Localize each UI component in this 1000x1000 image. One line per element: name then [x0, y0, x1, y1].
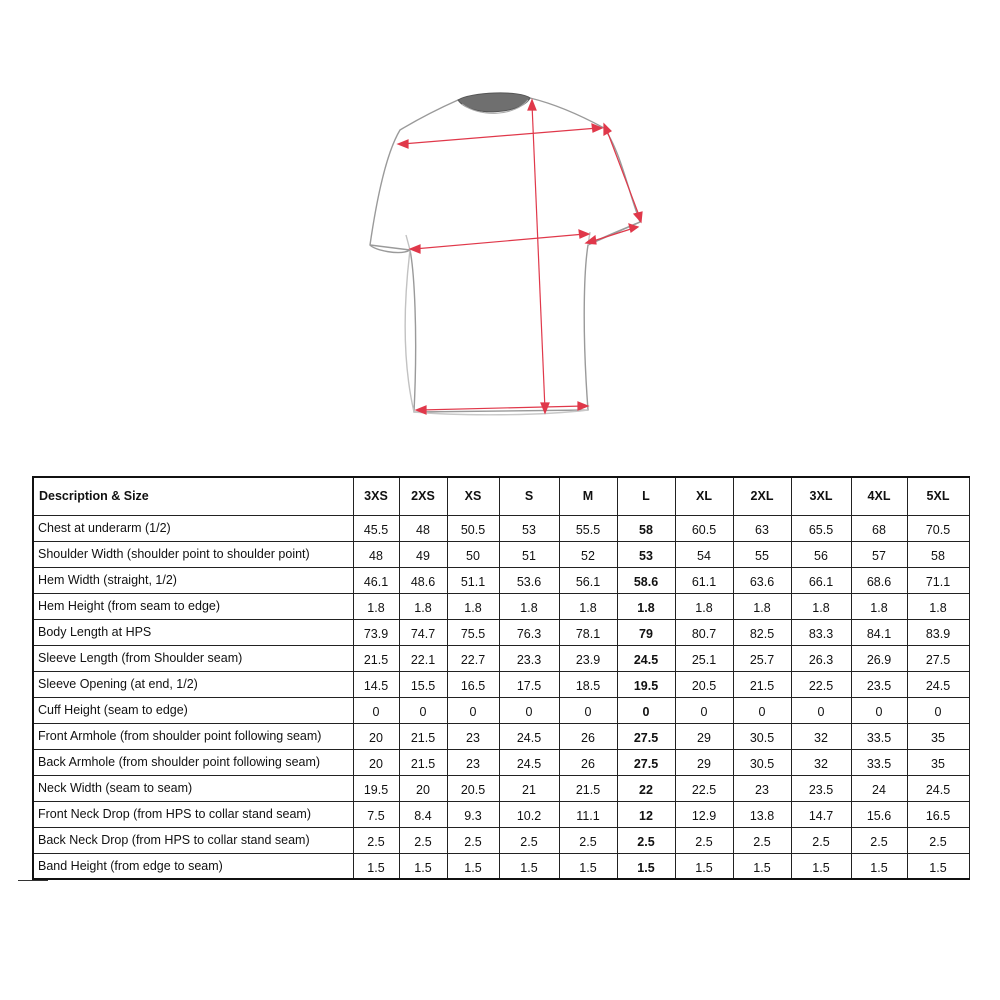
measurement-value: 0	[851, 697, 907, 723]
measurement-value: 1.8	[353, 593, 399, 619]
measurement-value: 1.8	[733, 593, 791, 619]
measurement-value: 35	[907, 749, 969, 775]
measurement-value: 53	[499, 515, 559, 541]
size-header: 2XS	[399, 477, 447, 515]
size-header: 2XL	[733, 477, 791, 515]
measurement-value: 0	[907, 697, 969, 723]
table-row	[33, 515, 969, 541]
measurement-value: 18.5	[559, 671, 617, 697]
measurement-value: 82.5	[733, 619, 791, 645]
measurement-value: 48	[353, 541, 399, 567]
measurement-value: 23.5	[851, 671, 907, 697]
measurement-value: 27.5	[617, 723, 675, 749]
measurement-value: 0	[559, 697, 617, 723]
measurement-value: 15.6	[851, 801, 907, 827]
measurement-value: 63.6	[733, 567, 791, 593]
measurement-value: 22.5	[675, 775, 733, 801]
measurement-value: 26.9	[851, 645, 907, 671]
measurement-value: 55	[733, 541, 791, 567]
measurement-value: 2.5	[499, 827, 559, 853]
measurement-value: 32	[791, 749, 851, 775]
measurement-value: 1.5	[399, 853, 447, 879]
measurement-lines	[398, 100, 642, 414]
measurement-value: 79	[617, 619, 675, 645]
measurement-value: 2.5	[851, 827, 907, 853]
measurement-description: Back Neck Drop (from HPS to collar stand seam)	[33, 827, 353, 853]
measurement-value: 23	[447, 723, 499, 749]
table-row	[33, 619, 969, 645]
measurement-value: 68	[851, 515, 907, 541]
measurement-value: 29	[675, 749, 733, 775]
measurement-value: 12.9	[675, 801, 733, 827]
measurement-value: 2.5	[733, 827, 791, 853]
measurement-description: Band Height (from edge to seam)	[33, 853, 353, 879]
measurement-value: 54	[675, 541, 733, 567]
collar-shape	[458, 93, 530, 113]
measurement-value: 1.5	[675, 853, 733, 879]
measurement-value: 56	[791, 541, 851, 567]
measurement-value: 20.5	[447, 775, 499, 801]
size-header: L	[617, 477, 675, 515]
measurement-value: 1.8	[617, 593, 675, 619]
measurement-value: 53	[617, 541, 675, 567]
measurement-value: 48	[399, 515, 447, 541]
measurement-value: 51	[499, 541, 559, 567]
measurement-value: 26.3	[791, 645, 851, 671]
table-row	[33, 801, 969, 827]
measurement-value: 2.5	[447, 827, 499, 853]
size-header: 3XS	[353, 477, 399, 515]
measurement-value: 78.1	[559, 619, 617, 645]
measurement-value: 83.9	[907, 619, 969, 645]
tshirt-outline	[370, 98, 640, 415]
measurement-value: 8.4	[399, 801, 447, 827]
measurement-description: Shoulder Width (shoulder point to shoulder point)	[33, 541, 353, 567]
table-row	[33, 749, 969, 775]
size-header: XL	[675, 477, 733, 515]
measurement-value: 23.5	[791, 775, 851, 801]
measurement-value: 9.3	[447, 801, 499, 827]
measurement-value: 1.8	[447, 593, 499, 619]
measurement-value: 56.1	[559, 567, 617, 593]
measurement-value: 21	[499, 775, 559, 801]
measurement-value: 21.5	[399, 723, 447, 749]
measurement-value: 26	[559, 749, 617, 775]
table-row	[33, 853, 969, 879]
measurement-value: 50	[447, 541, 499, 567]
measurement-value: 35	[907, 723, 969, 749]
measurement-value: 50.5	[447, 515, 499, 541]
measurement-description: Hem Height (from seam to edge)	[33, 593, 353, 619]
measurement-value: 71.1	[907, 567, 969, 593]
measurement-value: 46.1	[353, 567, 399, 593]
measurement-value: 0	[499, 697, 559, 723]
left-rule-divider	[18, 880, 48, 881]
measurement-value: 33.5	[851, 723, 907, 749]
measurement-value: 58	[617, 515, 675, 541]
measurement-value: 19.5	[353, 775, 399, 801]
measurement-value: 2.5	[559, 827, 617, 853]
measurement-value: 2.5	[907, 827, 969, 853]
measurement-value: 23	[447, 749, 499, 775]
measurement-value: 24.5	[617, 645, 675, 671]
measurement-value: 29	[675, 723, 733, 749]
measurement-value: 1.5	[617, 853, 675, 879]
measurement-value: 74.7	[399, 619, 447, 645]
measurement-value: 1.5	[733, 853, 791, 879]
measurement-value: 24.5	[907, 671, 969, 697]
description-header: Description & Size	[33, 477, 353, 515]
measurement-value: 16.5	[447, 671, 499, 697]
measurement-value: 0	[733, 697, 791, 723]
measurement-value: 22.1	[399, 645, 447, 671]
measurement-value: 14.5	[353, 671, 399, 697]
measurement-value: 20	[353, 749, 399, 775]
measurement-value: 45.5	[353, 515, 399, 541]
measurement-value: 1.8	[791, 593, 851, 619]
measurement-value: 80.7	[675, 619, 733, 645]
measurement-description: Front Armhole (from shoulder point following seam)	[33, 723, 353, 749]
measurement-value: 66.1	[791, 567, 851, 593]
measurement-value: 21.5	[399, 749, 447, 775]
measurement-value: 32	[791, 723, 851, 749]
measurement-value: 22.7	[447, 645, 499, 671]
measurement-value: 60.5	[675, 515, 733, 541]
measurement-value: 76.3	[499, 619, 559, 645]
size-chart-table	[32, 476, 970, 880]
measurement-value: 48.6	[399, 567, 447, 593]
measurement-value: 1.5	[791, 853, 851, 879]
measurement-value: 75.5	[447, 619, 499, 645]
measurement-value: 23.9	[559, 645, 617, 671]
table-row	[33, 671, 969, 697]
measurement-value: 27.5	[617, 749, 675, 775]
measurement-value: 24.5	[499, 723, 559, 749]
measurement-value: 1.5	[907, 853, 969, 879]
measurement-value: 0	[353, 697, 399, 723]
measurement-description: Front Neck Drop (from HPS to collar stand seam)	[33, 801, 353, 827]
measurement-value: 23.3	[499, 645, 559, 671]
measurement-value: 2.5	[353, 827, 399, 853]
measurement-value: 16.5	[907, 801, 969, 827]
measurement-value: 58.6	[617, 567, 675, 593]
size-header: 5XL	[907, 477, 969, 515]
measurement-value: 55.5	[559, 515, 617, 541]
table-row	[33, 567, 969, 593]
measurement-value: 1.8	[675, 593, 733, 619]
measurement-value: 53.6	[499, 567, 559, 593]
tshirt-measurement-diagram-icon	[0, 0, 1000, 470]
size-header: 4XL	[851, 477, 907, 515]
measurement-value: 24.5	[907, 775, 969, 801]
measurement-value: 19.5	[617, 671, 675, 697]
measurement-value: 84.1	[851, 619, 907, 645]
table-row	[33, 541, 969, 567]
measurement-value: 65.5	[791, 515, 851, 541]
measurement-value: 51.1	[447, 567, 499, 593]
measurement-description: Sleeve Opening (at end, 1/2)	[33, 671, 353, 697]
measurement-value: 1.5	[353, 853, 399, 879]
measurement-value: 21.5	[353, 645, 399, 671]
measurement-value: 49	[399, 541, 447, 567]
measurement-value: 0	[617, 697, 675, 723]
measurement-value: 58	[907, 541, 969, 567]
measurement-value: 68.6	[851, 567, 907, 593]
table-body	[33, 515, 969, 879]
table-row	[33, 827, 969, 853]
table-row	[33, 697, 969, 723]
measurement-value: 13.8	[733, 801, 791, 827]
measurement-value: 20.5	[675, 671, 733, 697]
measurement-value: 30.5	[733, 749, 791, 775]
measurement-value: 10.2	[499, 801, 559, 827]
measurement-value: 15.5	[399, 671, 447, 697]
measurement-value: 1.5	[559, 853, 617, 879]
measurement-value: 70.5	[907, 515, 969, 541]
measurement-value: 14.7	[791, 801, 851, 827]
measurement-value: 61.1	[675, 567, 733, 593]
measurement-value: 12	[617, 801, 675, 827]
measurement-value: 26	[559, 723, 617, 749]
size-header: M	[559, 477, 617, 515]
measurement-value: 1.5	[447, 853, 499, 879]
measurement-value: 1.8	[399, 593, 447, 619]
measurement-value: 20	[399, 775, 447, 801]
measurement-value: 1.8	[851, 593, 907, 619]
measurement-value: 7.5	[353, 801, 399, 827]
measurement-value: 0	[675, 697, 733, 723]
measurement-description: Body Length at HPS	[33, 619, 353, 645]
measurement-value: 22	[617, 775, 675, 801]
measurement-value: 20	[353, 723, 399, 749]
measurement-description: Hem Width (straight, 1/2)	[33, 567, 353, 593]
measurement-value: 2.5	[675, 827, 733, 853]
measurement-value: 73.9	[353, 619, 399, 645]
measurement-value: 25.7	[733, 645, 791, 671]
measurement-value: 17.5	[499, 671, 559, 697]
measurement-value: 57	[851, 541, 907, 567]
size-header: XS	[447, 477, 499, 515]
measurement-value: 0	[399, 697, 447, 723]
measurement-value: 27.5	[907, 645, 969, 671]
measurement-value: 25.1	[675, 645, 733, 671]
measurement-value: 0	[447, 697, 499, 723]
measurement-value: 30.5	[733, 723, 791, 749]
measurement-value: 63	[733, 515, 791, 541]
table-row	[33, 775, 969, 801]
measurement-description: Sleeve Length (from Shoulder seam)	[33, 645, 353, 671]
measurement-value: 1.5	[499, 853, 559, 879]
measurement-value: 23	[733, 775, 791, 801]
size-header: S	[499, 477, 559, 515]
measurement-value: 22.5	[791, 671, 851, 697]
measurement-value: 11.1	[559, 801, 617, 827]
measurement-value: 33.5	[851, 749, 907, 775]
table-row	[33, 593, 969, 619]
measurement-value: 21.5	[733, 671, 791, 697]
measurement-description: Neck Width (seam to seam)	[33, 775, 353, 801]
measurement-value: 2.5	[617, 827, 675, 853]
measurement-value: 2.5	[399, 827, 447, 853]
measurement-value: 21.5	[559, 775, 617, 801]
measurement-description: Back Armhole (from shoulder point following seam)	[33, 749, 353, 775]
table-row	[33, 645, 969, 671]
measurement-value: 24.5	[499, 749, 559, 775]
measurement-value: 83.3	[791, 619, 851, 645]
measurement-description: Cuff Height (seam to edge)	[33, 697, 353, 723]
measurement-value: 1.8	[907, 593, 969, 619]
measurement-value: 1.8	[559, 593, 617, 619]
measurement-value: 24	[851, 775, 907, 801]
size-header: 3XL	[791, 477, 851, 515]
measurement-value: 52	[559, 541, 617, 567]
table-row	[33, 723, 969, 749]
measurement-value: 1.5	[851, 853, 907, 879]
measurement-description: Chest at underarm (1/2)	[33, 515, 353, 541]
table-header-row	[33, 477, 969, 515]
measurement-value: 2.5	[791, 827, 851, 853]
measurement-value: 0	[791, 697, 851, 723]
measurement-value: 1.8	[499, 593, 559, 619]
